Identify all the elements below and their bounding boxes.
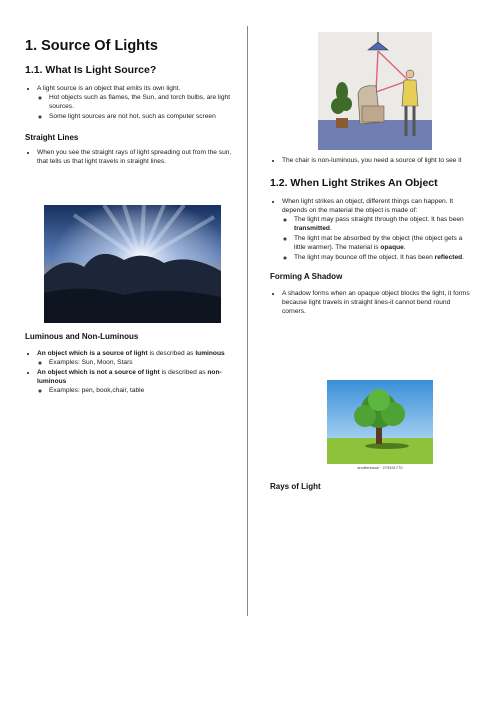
- list-item: • A light source is an object that emits its own light. ◦ Hot objects such as flames, the Sun, and torch bulbs, are light sources. ◦ Some light sources are not hot, such as computer screen: [37, 84, 235, 121]
- image-caption: shutterstock · 279451770: [357, 465, 403, 470]
- subheading-straight-lines: Straight Lines: [25, 133, 79, 142]
- straight-lines-list: [25, 148, 235, 166]
- subheading-luminous: Luminous and Non-Luminous: [25, 332, 139, 341]
- list-item: ◦ Some light sources are not hot, such as computer screen: [49, 112, 235, 121]
- list-item: ◦ Hot objects such as flames, the Sun, and torch bulbs, are light sources.: [49, 93, 235, 111]
- list-item: ◦ Examples: pen, book,chair, table: [49, 386, 235, 395]
- tree-shadow-image: [327, 380, 433, 464]
- list-item: • A shadow forms when an opaque object blocks the light, it forms because light travels in straight lines-it cannot bend round corners.: [282, 289, 475, 316]
- list-item: ◦ The light may pass straight through the object. It has been transmitted.: [294, 215, 475, 233]
- section-title-what-is-light-source: 1.1. What Is Light Source?: [25, 64, 157, 76]
- luminous-list: [25, 349, 235, 395]
- subheading-rays-of-light: Rays of Light: [270, 482, 321, 491]
- subheading-forming-a-shadow: Forming A Shadow: [270, 272, 343, 281]
- shadow-list: [270, 289, 475, 316]
- list-item: • An object which is not a source of light is described as non-luminous ◦ Examples: pen, book,chair, table: [37, 368, 235, 395]
- list-item: ◦ Examples: Sun, Moon, Stars: [49, 358, 235, 367]
- section-title-light-strikes: 1.2. When Light Strikes An Object: [270, 177, 438, 189]
- list-item: • The chair is non-luminous, you need a source of light to see it: [282, 156, 475, 165]
- column-divider: [247, 26, 248, 616]
- left-column: [25, 30, 235, 167]
- chair-note-list: [270, 156, 475, 165]
- luminous-section: [25, 332, 235, 396]
- list-item: • When you see the straight rays of light spreading out from the sun, that tells us that light travels in straight lines.: [37, 148, 235, 166]
- light-strikes-list: [270, 197, 475, 262]
- list-item: • An object which is a source of light is described as luminous ◦ Examples: Sun, Moon, Stars: [37, 349, 235, 367]
- light-source-list: [25, 84, 235, 121]
- sunrays-cloud-image: [44, 205, 221, 323]
- list-item: • When light strikes an object, different things can happen. It depends on the material the object is made of: ◦ The light may pass straight through the object. It has been transmitted. ◦ The light mat be absorbed by the object (the object gets a little warmer). The material is opaque. ◦ The light may bounce off the object. It has been reflected.: [282, 197, 475, 262]
- list-item: ◦ The light mat be absorbed by the object (the object gets a little warmer). The material is opaque.: [294, 234, 475, 252]
- room-lamp-chair-illustration: [318, 32, 432, 150]
- list-item: ◦ The light may bounce off the object. It has been reflected.: [294, 253, 475, 262]
- page-title: 1. Source Of Lights: [25, 38, 158, 54]
- right-column: [270, 156, 475, 317]
